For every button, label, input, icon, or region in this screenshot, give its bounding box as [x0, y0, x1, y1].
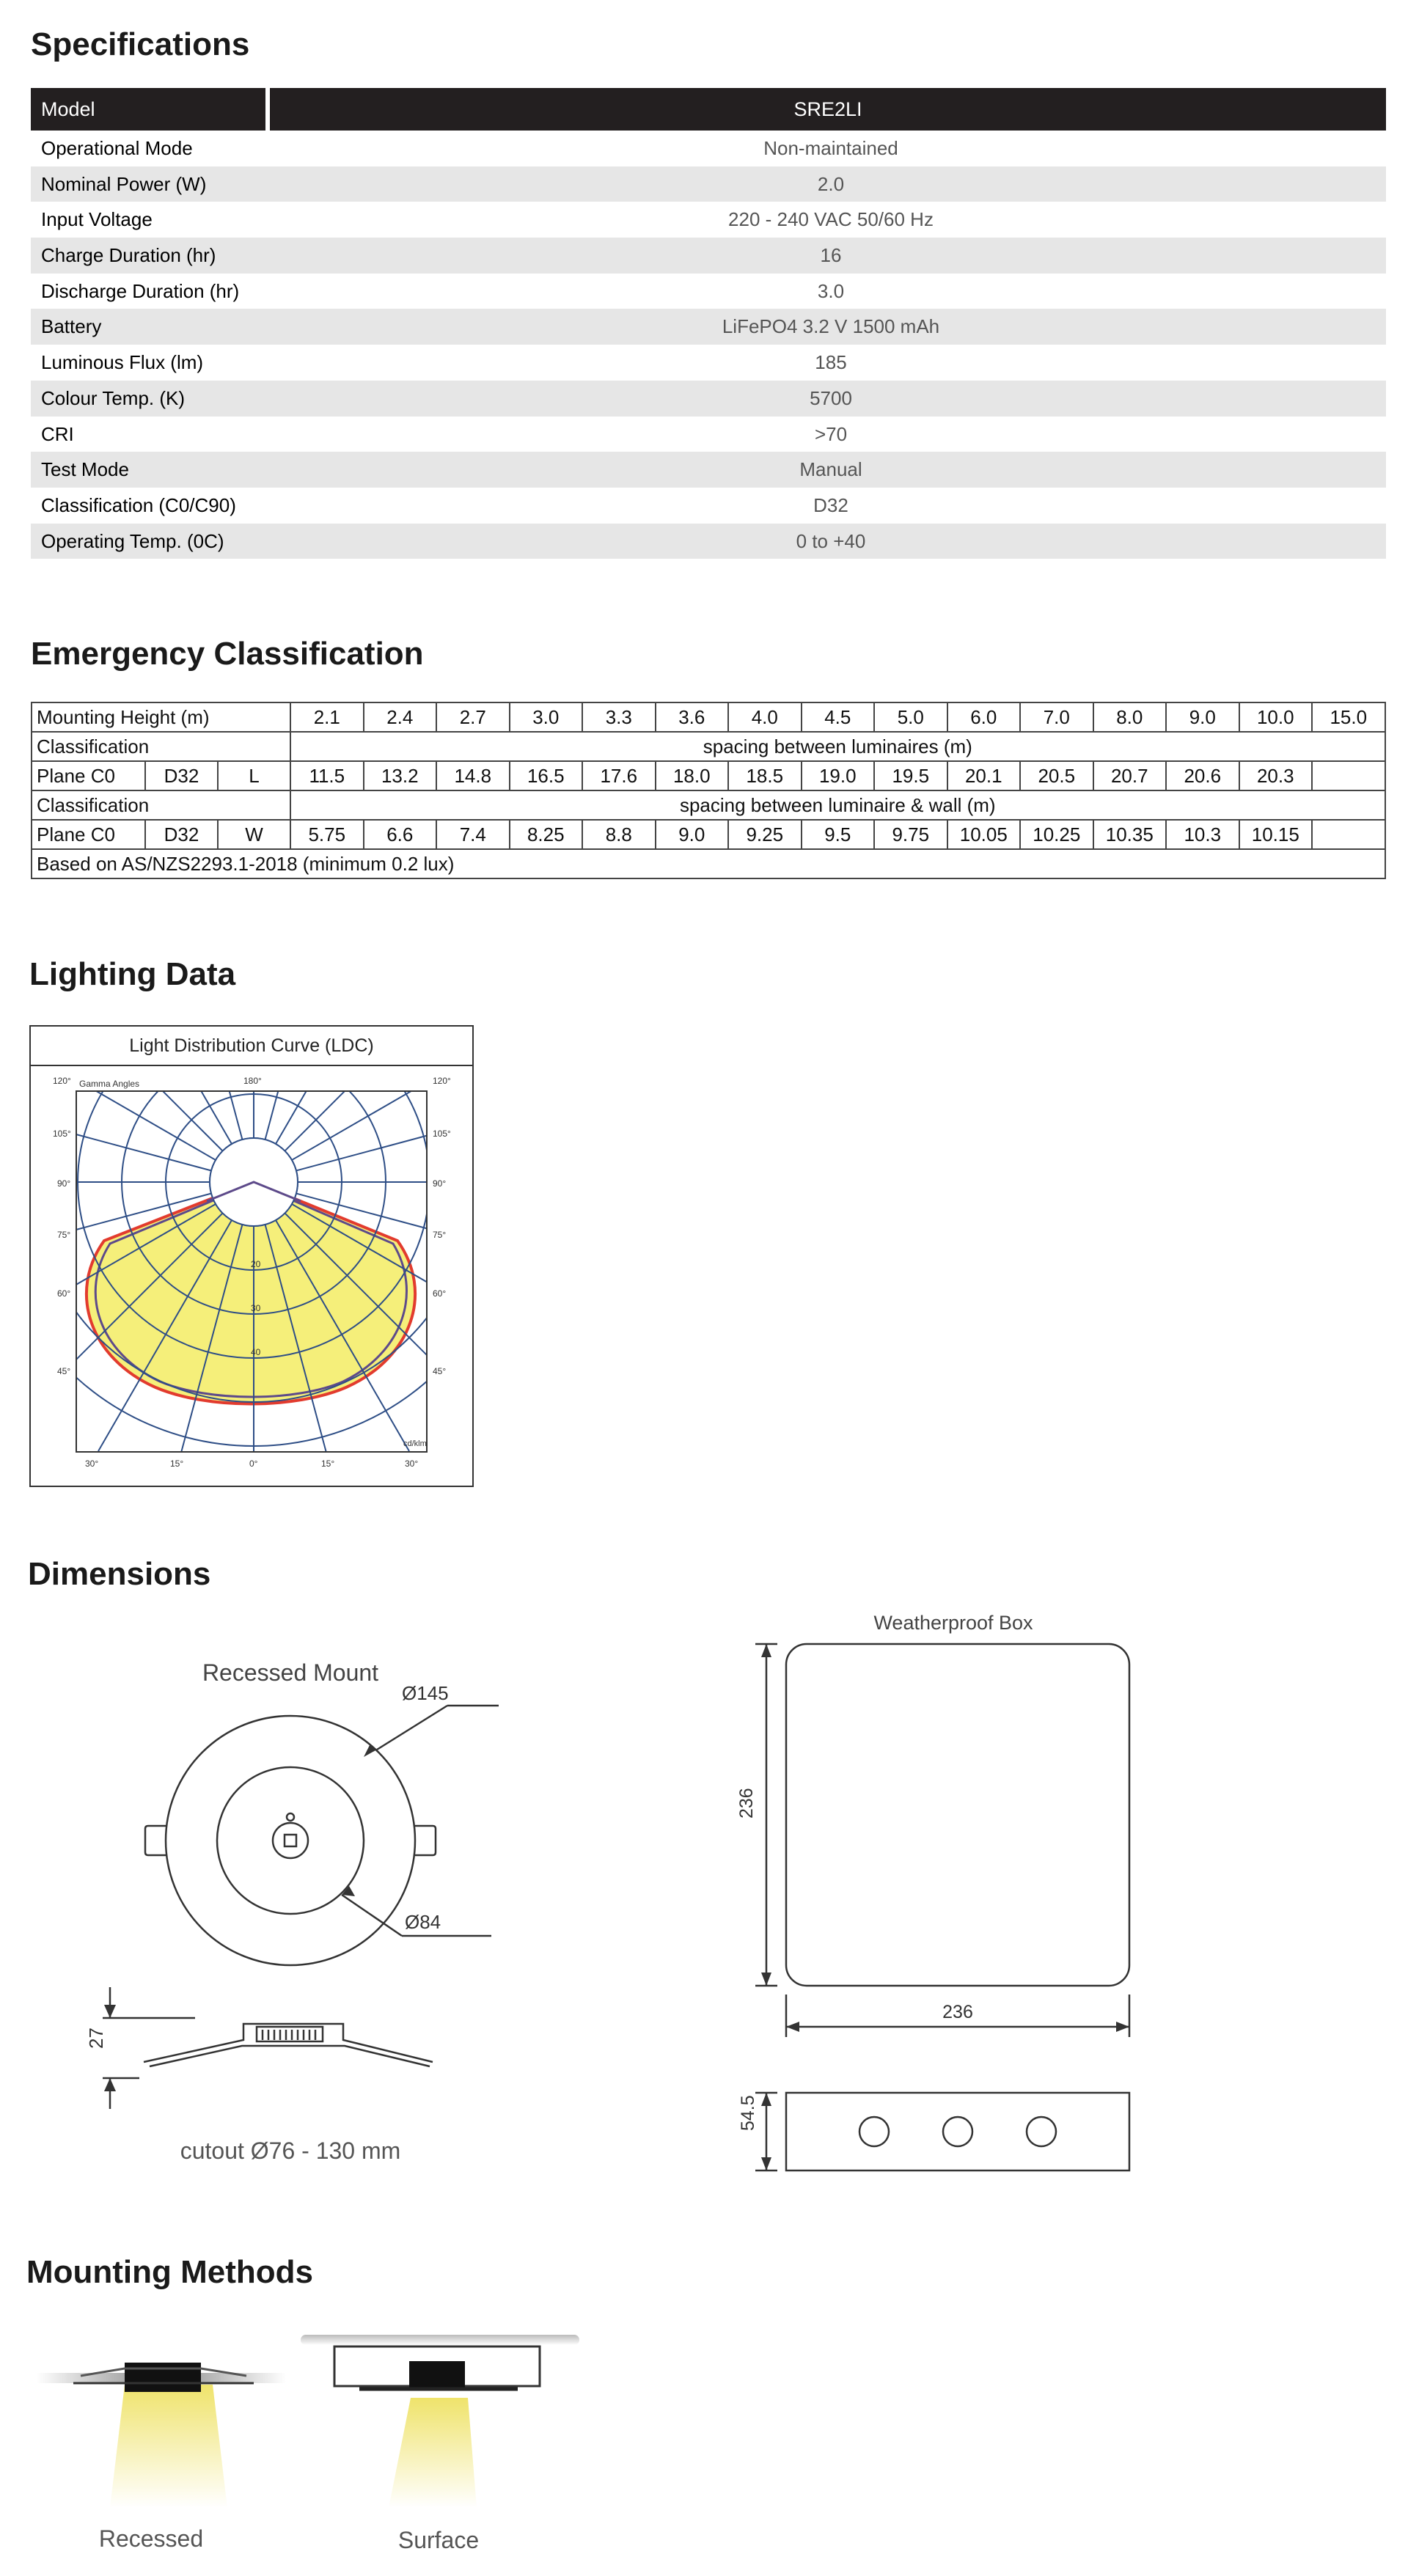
- classification-label: Classification: [32, 790, 290, 820]
- spec-row: [31, 131, 1386, 166]
- spec-row: [31, 345, 1386, 381]
- spec-header-key: Model: [31, 88, 265, 131]
- ldc-label-120-right: 120°: [433, 1076, 451, 1086]
- spacing-l-value: 18.0: [656, 761, 729, 790]
- spec-value: 0 to +40: [796, 529, 866, 552]
- ldc-bottom-0: 0°: [249, 1458, 258, 1469]
- spec-key: Nominal Power (W): [41, 172, 207, 195]
- cutout-label: cutout Ø76 - 130 mm: [180, 2138, 401, 2164]
- classification-row-l: [32, 732, 1385, 761]
- mounting-height-value: 9.0: [1166, 702, 1239, 732]
- mounting-height-value: 5.0: [874, 702, 947, 732]
- spacing-w-value: 10.3: [1166, 820, 1239, 849]
- weatherproof-box-side: [755, 2093, 1129, 2170]
- ldc-label-45-right: 45°: [433, 1366, 447, 1376]
- ldc-bottom-30-left: 30°: [85, 1458, 99, 1469]
- ldc-ring-40: 40: [251, 1347, 261, 1357]
- spec-value: 2.0: [817, 172, 845, 195]
- spacing-l-value: 13.2: [364, 761, 437, 790]
- spacing-l-value: 20.6: [1166, 761, 1239, 790]
- ldc-label-105-left: 105°: [53, 1129, 71, 1139]
- spacing-w-value: [1312, 820, 1385, 849]
- spec-value: D32: [813, 493, 848, 516]
- ldc-label-45-left: 45°: [57, 1366, 71, 1376]
- spacing-l-value: 19.5: [874, 761, 947, 790]
- classification-row-w: [32, 790, 1385, 820]
- dimensions-heading: Dimensions: [28, 1556, 211, 1592]
- standard-note-row: [32, 849, 1385, 878]
- mounting-height-value: 2.4: [364, 702, 437, 732]
- spec-value: 16: [820, 244, 842, 267]
- spec-value: LiFePO4 3.2 V 1500 mAh: [722, 315, 940, 338]
- spec-row: [31, 524, 1386, 559]
- spec-row: [31, 166, 1386, 202]
- spec-key: Classification (C0/C90): [41, 493, 236, 516]
- w-label: W: [218, 820, 290, 849]
- specifications-table: [31, 88, 1386, 559]
- spacing-l-value: 20.5: [1020, 761, 1093, 790]
- spec-row: [31, 274, 1386, 309]
- emergency-table: [31, 702, 1386, 879]
- ldc-ring-20: 20: [251, 1259, 261, 1269]
- ldc-label-90-left: 90°: [57, 1178, 71, 1189]
- spec-row: [31, 238, 1386, 274]
- spacing-w-value: 8.25: [510, 820, 583, 849]
- spacing-w-value: 10.05: [947, 820, 1021, 849]
- ldc-unit-label: cd/klm: [403, 1439, 427, 1448]
- mounting-height-value: 10.0: [1239, 702, 1313, 732]
- outer-diameter-label: Ø145: [402, 1682, 449, 1704]
- spacing-w-value: 9.5: [802, 820, 875, 849]
- mounting-height-value: 3.6: [656, 702, 729, 732]
- spacing-w-value: 7.4: [436, 820, 510, 849]
- spec-value: Non-maintained: [763, 137, 898, 159]
- recessed-mount-plan: [145, 1706, 499, 1965]
- spacing-w-value: 10.35: [1093, 820, 1167, 849]
- spacing-l-value: 19.0: [802, 761, 875, 790]
- ldc-gamma-label: Gamma Angles: [79, 1079, 140, 1089]
- spec-key: Input Voltage: [41, 208, 153, 231]
- spec-value: 3.0: [817, 279, 845, 302]
- specifications-heading: Specifications: [31, 26, 250, 62]
- mounting-height-value: 3.0: [510, 702, 583, 732]
- spacing-l-value: 20.7: [1093, 761, 1167, 790]
- class-code: D32: [145, 820, 218, 849]
- spacing-luminaires-label: spacing between luminaires (m): [290, 732, 1385, 761]
- mounting-height-value: 8.0: [1093, 702, 1167, 732]
- spacing-wall-label: spacing between luminaire & wall (m): [290, 790, 1385, 820]
- spec-key: CRI: [41, 422, 74, 445]
- spacing-l-value: 11.5: [290, 761, 364, 790]
- dimension-drawings: [73, 1613, 1173, 2200]
- mounting-illustrations: [22, 2317, 609, 2566]
- mounting-height-value: 6.0: [947, 702, 1021, 732]
- spec-key: Charge Duration (hr): [41, 244, 216, 267]
- spec-header-value: SRE2LI: [270, 88, 1386, 131]
- ldc-label-75-left: 75°: [57, 1230, 71, 1240]
- spec-key: Colour Temp. (K): [41, 386, 186, 409]
- surface-label: Surface: [397, 2527, 480, 2553]
- spacing-w-value: 10.25: [1020, 820, 1093, 849]
- weatherproof-box-title: Weatherproof Box: [873, 1613, 1033, 1634]
- spec-key: Operating Temp. (0C): [41, 529, 224, 552]
- mounting-height-value: 15.0: [1312, 702, 1385, 732]
- spec-key: Discharge Duration (hr): [41, 279, 240, 302]
- spacing-l-value: 17.6: [582, 761, 656, 790]
- ldc-bottom-30-right: 30°: [405, 1458, 419, 1469]
- plane-label: Plane C0: [32, 761, 145, 790]
- ldc-label-120-left: 120°: [53, 1076, 71, 1086]
- l-label: L: [218, 761, 290, 790]
- mounting-height-value: 3.3: [582, 702, 656, 732]
- surface-mount-illustration: [301, 2335, 579, 2508]
- lighting-heading: Lighting Data: [29, 956, 236, 992]
- spec-row: [31, 417, 1386, 452]
- mounting-heading: Mounting Methods: [26, 2254, 314, 2290]
- ldc-label-75-right: 75°: [433, 1230, 447, 1240]
- spec-key: Battery: [41, 315, 102, 338]
- spacing-l-value: 16.5: [510, 761, 583, 790]
- class-code: D32: [145, 761, 218, 790]
- spacing-l-value: [1312, 761, 1385, 790]
- spec-value: 5700: [810, 386, 852, 409]
- spacing-l-value: 20.1: [947, 761, 1021, 790]
- spec-value: Manual: [799, 458, 862, 481]
- spacing-w-value: 9.75: [874, 820, 947, 849]
- spacing-w-value: 8.8: [582, 820, 656, 849]
- weatherproof-box-plan: [755, 1644, 1129, 2037]
- spec-row: [31, 381, 1386, 417]
- spacing-w-value: 9.25: [728, 820, 802, 849]
- spacing-l-value: 18.5: [728, 761, 802, 790]
- spacing-w-value: 9.0: [656, 820, 729, 849]
- mounting-height-value: 4.5: [802, 702, 875, 732]
- ldc-label-180: 180°: [243, 1076, 262, 1086]
- spec-row: [31, 452, 1386, 488]
- spacing-w-value: 6.6: [364, 820, 437, 849]
- mounting-height-row: [32, 702, 1385, 732]
- ldc-title: Light Distribution Curve (LDC): [31, 1027, 472, 1066]
- recessed-mount-side: [103, 1987, 433, 2109]
- spec-row: [31, 202, 1386, 238]
- spec-key: Test Mode: [41, 458, 129, 481]
- ldc-label-90-right: 90°: [433, 1178, 447, 1189]
- plane-c0-w-row: [32, 820, 1385, 849]
- box-depth-label: 54.5: [738, 2095, 758, 2131]
- spec-value: 185: [815, 351, 847, 374]
- recessed-mount-illustration: [37, 2363, 286, 2508]
- emergency-heading: Emergency Classification: [31, 636, 424, 672]
- ldc-label-105-right: 105°: [433, 1129, 451, 1139]
- ldc-ring-30: 30: [251, 1303, 261, 1313]
- ldc-chart: [29, 1025, 474, 1487]
- classification-label: Classification: [32, 732, 290, 761]
- ldc-label-60-left: 60°: [57, 1288, 71, 1299]
- spec-row: [31, 488, 1386, 524]
- ldc-bottom-15-right: 15°: [321, 1458, 335, 1469]
- ldc-plot: [31, 1065, 472, 1486]
- box-width-label: 236: [942, 2002, 973, 2022]
- spacing-w-value: 5.75: [290, 820, 364, 849]
- spec-row: [31, 309, 1386, 345]
- recessed-mount-title: Recessed Mount: [202, 1659, 379, 1686]
- spacing-l-value: 20.3: [1239, 761, 1313, 790]
- ldc-label-60-right: 60°: [433, 1288, 447, 1299]
- plane-label: Plane C0: [32, 820, 145, 849]
- spec-key: Luminous Flux (lm): [41, 351, 204, 374]
- standard-note: Based on AS/NZS2293.1-2018 (minimum 0.2 lux): [32, 849, 1385, 878]
- recessed-label: Recessed: [98, 2525, 204, 2552]
- plane-c0-l-row: [32, 761, 1385, 790]
- spec-header-row: [31, 88, 1386, 131]
- ldc-bottom-15-left: 15°: [170, 1458, 184, 1469]
- box-height-label: 236: [736, 1788, 757, 1819]
- mounting-height-value: 2.1: [290, 702, 364, 732]
- mounting-height-value: 7.0: [1020, 702, 1093, 732]
- mounting-height-label: Mounting Height (m): [32, 702, 290, 732]
- mounting-height-value: 2.7: [436, 702, 510, 732]
- spacing-w-value: 10.15: [1239, 820, 1313, 849]
- mounting-height-value: 4.0: [728, 702, 802, 732]
- spec-key: Operational Mode: [41, 137, 193, 159]
- spec-value: >70: [814, 422, 848, 445]
- spacing-l-value: 14.8: [436, 761, 510, 790]
- inner-diameter-label: Ø84: [405, 1911, 441, 1933]
- recessed-height-label: 27: [85, 2028, 107, 2049]
- spec-value: 220 - 240 VAC 50/60 Hz: [728, 208, 934, 231]
